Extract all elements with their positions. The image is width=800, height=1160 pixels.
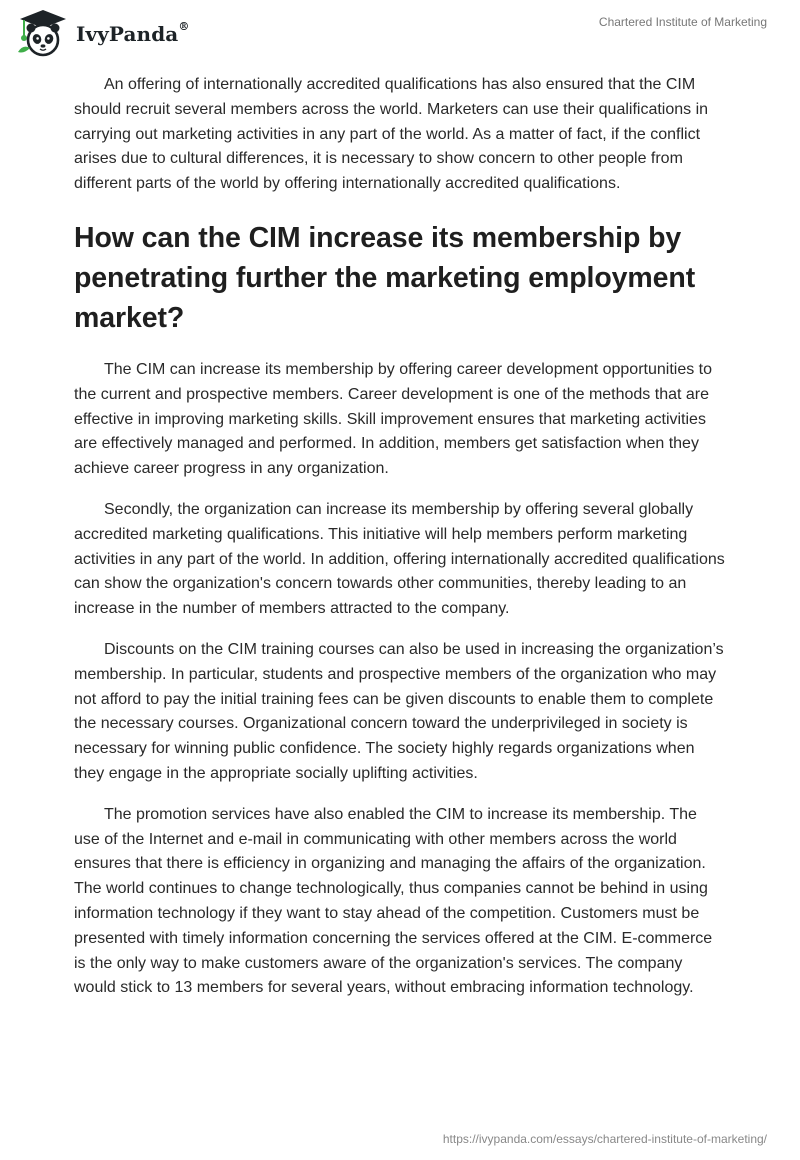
brand-label: IvyPanda <box>76 22 179 46</box>
page-header <box>0 0 800 62</box>
source-url[interactable]: https://ivypanda.com/essays/chartered-institute-of-marketing/ <box>442 1132 767 1146</box>
article-body <box>74 73 726 1017</box>
document-title: Chartered Institute of Marketing <box>598 15 767 29</box>
section-heading: How can the CIM increase its membership by penetrating further the marketing employment market? <box>74 221 696 334</box>
ivypanda-logo[interactable] <box>14 8 189 58</box>
paragraph-discounts: Discounts on the CIM training courses can also be used in increasing the organization’s membership. In particular, students and prospective members of the organization who may not afford to pay the initial training fees can be given discounts to enable them to complete the necessary courses. Organizational concern toward the underprivileged in society is necessary for winning public confidence. The society highly regards organizations when they engage in the appropriate socially uplifting activities. <box>74 640 724 782</box>
paragraph-accredited-qualifications: Secondly, the organization can increase its membership by offering several globally accredited marketing qualifications. This initiative will help members perform marketing activities in any part of the world. In addition, offering internationally accredited qualifications can show the organization's concern towards other communities, thereby leading to an increase in the number of members attracted to the company. <box>74 500 725 618</box>
paragraph-promotion-services: The promotion services have also enabled the CIM to increase its membership. The use of the Internet and e-mail in communicating with other members across the world ensures that there is efficiency in organizing and managing the affairs of the organization. The world continues to change technologically, thus companies cannot be behind in using information technology if they want to stay ahead of the competition. Customers must be presented with timely information concerning the services offered at the CIM. E-commerce is the only way to make customers aware of the organization's services. The company would stick to 13 members for several years, without embracing information technology. <box>74 805 713 997</box>
paragraph-career-development: The CIM can increase its membership by offering career development opportunities to the current and prospective members. Career development is one of the methods that are effective in improving marketing skills. Skill improvement ensures that marketing activities are effectively managed and performed. In addition, members get satisfaction when they achieve career progress in any organization. <box>74 360 713 478</box>
brand-name <box>76 22 189 46</box>
paragraph-qualifications: An offering of internationally accredited qualifications has also ensured that the CIM should recruit several members across the world. Marketers can use their qualifications in carrying out marketing activities in any part of the world. As a matter of fact, if the conflict arises due to cultural differences, it is necessary to show concern to other people from different parts of the world by offering internationally accredited qualifications. <box>74 76 709 193</box>
registered-mark: ® <box>178 20 190 34</box>
panda-graduation-cap-icon <box>14 8 72 58</box>
